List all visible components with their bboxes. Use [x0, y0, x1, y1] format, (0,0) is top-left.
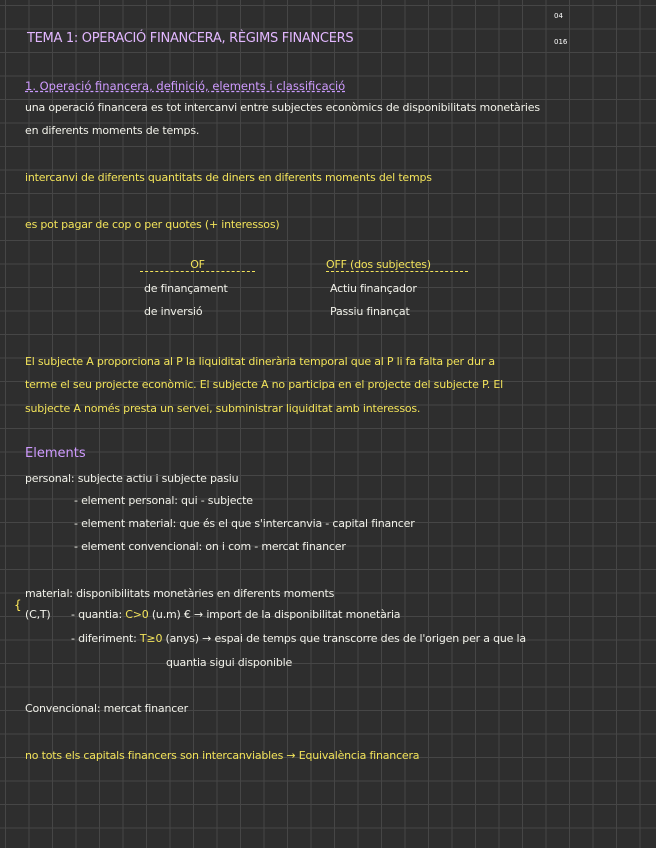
elements-heading: Elements	[25, 446, 86, 461]
table-col2-header-text: OFF (dos subjectes)	[326, 258, 431, 271]
quantia-rest: (u.m) € → import de la disponibilitat monetària	[151, 608, 401, 621]
page-number-top: 04	[554, 12, 563, 20]
elements-bullet-1: - element personal: qui - subjecte	[74, 494, 253, 507]
quantia-row	[71, 608, 400, 621]
elements-convencional: Convencional: mercat financer	[25, 702, 188, 715]
page-title: TEMA 1: OPERACIÓ FINANCERA, RÈGIMS FINANCERS	[27, 31, 354, 46]
elements-personal: personal: subjecte actiu i subjecte pasiu	[25, 472, 239, 485]
diferiment-value: T≥0	[139, 632, 163, 645]
table-col1-header-text: OF	[190, 258, 205, 271]
definition-line-1: una operació financera es tot intercanvi entre subjectes econòmics de disponibilitats monetàries	[25, 101, 540, 114]
note-line-2: es pot pagar de cop o per quotes (+ interessos)	[25, 218, 280, 231]
table-col2-row-1: Actiu finançador	[330, 282, 417, 295]
table-col1-header	[140, 258, 255, 272]
quantia-label: - quantia:	[71, 608, 122, 621]
diferiment-row-2: quantia sigui disponible	[166, 656, 293, 669]
bracket-mark: {	[14, 598, 22, 612]
equivalence-line: no tots els capitals financers son intercanviables → Equivalència financera	[25, 749, 420, 762]
table-col2-row-2: Passiu finançat	[330, 305, 410, 318]
elements-bullet-3: - element convencional: on i com - mercat financer	[74, 540, 346, 553]
diferiment-label: - diferiment:	[71, 632, 137, 645]
page-number-bottom: 016	[554, 38, 568, 46]
note-line-1: intercanvi de diferents quantitats de diners en diferents moments del temps	[25, 171, 432, 184]
definition-line-2: en diferents moments de temps.	[25, 124, 200, 137]
section-heading: 1. Operació financera, definició, elements i classificació	[25, 79, 346, 93]
diferiment-row	[71, 632, 526, 645]
quantia-value: C>0	[125, 608, 149, 621]
elements-material: material: disponibilitats monetàries en diferents moments	[25, 587, 335, 600]
table-col2-header	[326, 258, 468, 272]
paragraph-line-2: terme el seu projecte econòmic. El subjecte A no participa en el projecte del subjecte P. El	[25, 378, 503, 391]
elements-bullet-2: - element material: que és el que s'intercanvia - capital financer	[74, 517, 415, 530]
paragraph-line-3: subjecte A només presta un servei, subministrar liquiditat amb interessos.	[25, 402, 421, 415]
ct-label: (C,T)	[25, 608, 51, 621]
table-col1-row-2: de inversió	[144, 305, 203, 318]
table-col1-row-1: de finançament	[144, 282, 228, 295]
diferiment-rest: (anys) → espai de temps que transcorre des de l'origen per a que la	[165, 632, 526, 645]
paragraph-line-1: El subjecte A proporciona al P la liquiditat dinerària temporal que al P li fa falta per dur a	[25, 355, 495, 368]
